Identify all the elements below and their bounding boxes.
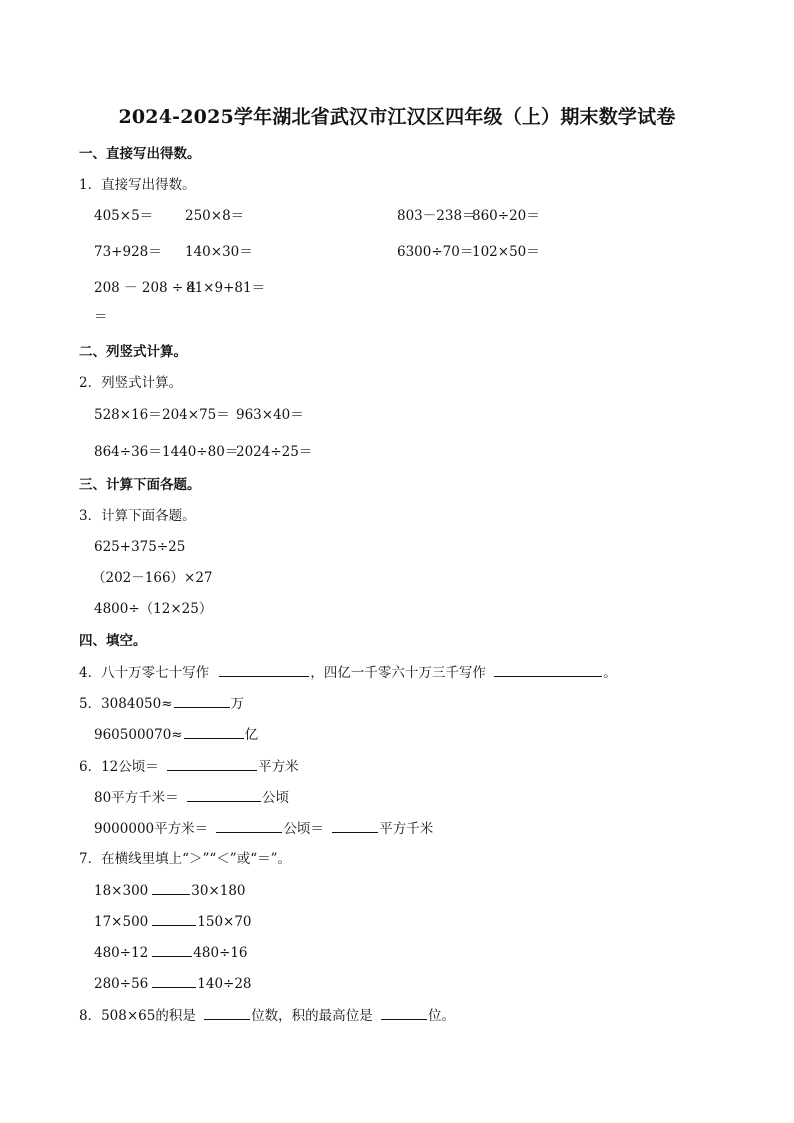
answer-blank[interactable] — [152, 913, 196, 926]
q6-text-f: 公顷＝ — [283, 821, 324, 837]
q7-left: 480÷12 — [94, 945, 149, 961]
q4-text-a: 4．八十万零七十写作 — [79, 665, 210, 681]
q2-item: 204×75＝ — [162, 407, 230, 423]
q7-left: 18×300 — [94, 883, 149, 899]
q7-row — [94, 975, 252, 992]
answer-blank[interactable] — [216, 820, 282, 833]
q1-item-equals: ＝ — [94, 309, 108, 325]
section-3-heading: 三、计算下面各题。 — [79, 477, 201, 493]
q6-text-a: 6．12公顷＝ — [79, 759, 159, 775]
q2-item: 528×16＝ — [94, 407, 162, 423]
q1-row-2 — [94, 244, 734, 260]
q2-item: 963×40＝ — [236, 407, 304, 423]
q6-line-3 — [94, 820, 433, 837]
answer-blank[interactable] — [184, 726, 244, 739]
answer-blank[interactable] — [152, 882, 190, 895]
q7-right: 150×70 — [197, 914, 252, 930]
q2-item: 1440÷80＝ — [162, 444, 239, 460]
q1-item: 6300÷70＝ — [397, 244, 474, 260]
q6-text-b: 平方米 — [258, 759, 299, 775]
q6-line-1 — [79, 758, 299, 775]
section-2-heading: 二、列竖式计算。 — [79, 344, 187, 360]
q2-stem: 2．列竖式计算。 — [79, 375, 183, 391]
q1-item: 81×9+81＝ — [186, 280, 266, 296]
answer-blank[interactable] — [152, 975, 196, 988]
q7-right: 30×180 — [191, 883, 246, 899]
q3-item: （202－166）×27 — [92, 570, 213, 586]
answer-blank[interactable] — [494, 664, 602, 677]
q8-text-a: 8．508×65的积是 — [79, 1008, 196, 1024]
q7-left: 17×500 — [94, 914, 149, 930]
q1-item: 102×50＝ — [472, 244, 540, 260]
q1-item: 803－238＝ — [397, 208, 476, 224]
answer-blank[interactable] — [174, 695, 230, 708]
q8-line — [79, 1007, 455, 1024]
q7-stem: 7．在横线里填上“＞”“＜”或“＝”。 — [79, 851, 291, 867]
q1-item: 405×5＝ — [94, 208, 154, 224]
section-4-heading: 四、填空。 — [79, 633, 147, 649]
q7-row — [94, 913, 252, 930]
q5-text-d: 亿 — [244, 727, 259, 743]
q2-row-1 — [94, 407, 494, 423]
q7-row — [94, 944, 248, 961]
q8-text-c: 位。 — [427, 1008, 455, 1024]
q4-text-b: ，四亿一千零六十万三千写作 — [310, 665, 486, 681]
q2-row-2 — [94, 444, 494, 460]
q4-text-c: 。 — [603, 665, 617, 681]
exam-title: 2024-2025学年湖北省武汉市江汉区四年级（上）期末数学试卷 — [118, 106, 676, 128]
q5-line-2 — [94, 726, 258, 743]
q1-item: 250×8＝ — [185, 208, 245, 224]
q1-item: 73+928＝ — [94, 244, 162, 260]
q5-text-c: 960500070≈ — [94, 727, 183, 743]
q5-line-1 — [79, 695, 244, 712]
section-1-heading: 一、直接写出得数。 — [79, 146, 201, 162]
q4-line — [79, 664, 617, 681]
q1-item: 208 － 208 ÷ 4 — [94, 280, 197, 296]
q1-row-3 — [94, 280, 734, 296]
answer-blank[interactable] — [219, 664, 309, 677]
q6-text-g: 平方千米 — [379, 821, 434, 837]
answer-blank[interactable] — [204, 1007, 250, 1020]
answer-blank[interactable] — [332, 820, 378, 833]
q2-item: 864÷36＝ — [94, 444, 162, 460]
q3-item: 625+375÷25 — [94, 539, 186, 555]
q1-stem: 1．直接写出得数。 — [79, 177, 196, 193]
q3-item: 4800÷（12×25） — [94, 601, 213, 617]
q6-text-d: 公顷 — [261, 790, 289, 806]
q6-text-e: 9000000平方米＝ — [94, 821, 209, 837]
q7-left: 280÷56 — [94, 976, 149, 992]
q2-item: 2024÷25＝ — [236, 444, 313, 460]
q7-row — [94, 882, 246, 899]
q7-right: 480÷16 — [193, 945, 248, 961]
q5-text-b: 万 — [230, 696, 245, 712]
q1-item: 860÷20＝ — [472, 208, 540, 224]
q8-text-b: 位数，积的最高位是 — [251, 1008, 373, 1024]
q3-stem: 3．计算下面各题。 — [79, 508, 196, 524]
q5-text-a: 5．3084050≈ — [79, 696, 173, 712]
answer-blank[interactable] — [381, 1007, 427, 1020]
answer-blank[interactable] — [152, 944, 192, 957]
q1-item: 140×30＝ — [185, 244, 253, 260]
answer-blank[interactable] — [187, 789, 261, 802]
q6-text-c: 80平方千米＝ — [94, 790, 179, 806]
q7-right: 140÷28 — [197, 976, 252, 992]
q6-line-2 — [94, 789, 289, 806]
q1-row-1 — [94, 208, 734, 224]
answer-blank[interactable] — [167, 758, 257, 771]
